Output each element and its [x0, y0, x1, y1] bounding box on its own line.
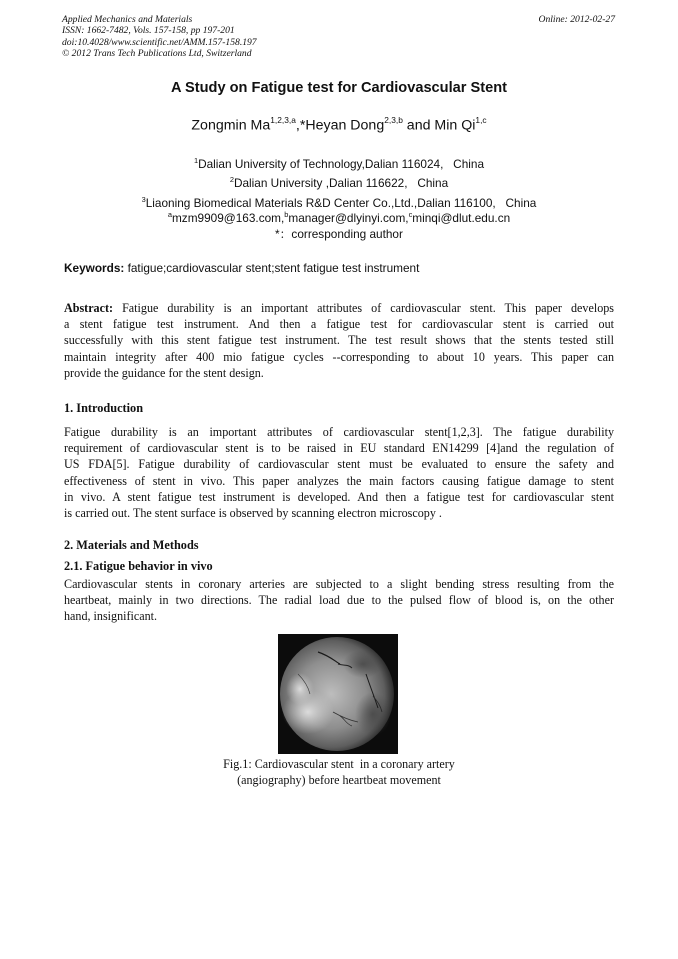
copyright-line: © 2012 Trans Tech Publications Ltd, Switzerland — [62, 48, 252, 60]
body-line: Fatigue durability is an important attributes of cardiovascular stent[1,2,3]. The fatigue durability — [64, 425, 614, 439]
subsection-heading-fatigue: 2.1. Fatigue behavior in vivo — [64, 559, 213, 573]
keywords-label: Keywords: — [64, 261, 125, 275]
affiliation-text: Dalian University ,Dalian 116622, China — [233, 176, 449, 191]
body-line: heartbeat, mainly in two directions. The radial load due to the pulsed flow of blood is, on the other — [64, 593, 614, 608]
abstract-label: Abstract: — [64, 301, 114, 315]
online-date: Online: 2012-02-27 — [538, 14, 615, 25]
paper-title: A Study on Fatigue test for Cardiovascular Stent — [171, 80, 507, 96]
section-heading-introduction: 1. Introduction — [64, 401, 144, 415]
affiliation-text: Dalian University of Technology,Dalian 116024, China — [198, 156, 485, 171]
affiliation-superscript: 3 — [141, 194, 146, 204]
email-superscript: c — [408, 210, 413, 219]
abstract-line: a stent fatigue test instrument. And then a fatigue test for cardiovascular stent is carried out — [64, 317, 614, 332]
corresponding-author-note: *：corresponding author — [275, 227, 403, 242]
author-separator: ,* — [295, 117, 306, 134]
email-superscript: b — [284, 210, 289, 219]
email-address: manager@dlyinyi.com, — [288, 210, 409, 225]
author-superscript: 2,3,b — [384, 115, 403, 125]
journal-name: Applied Mechanics and Materials — [62, 14, 193, 25]
issn-line: ISSN: 1662-7482, Vols. 157-158, pp 197-201 — [62, 25, 235, 37]
author-superscript: 1,2,3,a — [270, 115, 296, 125]
body-line: in vivo. A stent fatigue test instrument is developed. And then a fatigue test for cardiovascular stent — [64, 489, 614, 504]
body-line: US FDA[5]. Fatigue durability of cardiovascular stent must be evaluated to ensure the safety and — [64, 457, 614, 472]
abstract-text: Fatigue durability is an important attributes of cardiovascular stent. This paper develops — [113, 301, 614, 315]
body-line: requirement of cardiovascular stent is to be raised in EU standard EN14299 [4]and the regulation of — [64, 441, 614, 456]
section-heading-methods: 2. Materials and Methods — [64, 538, 199, 552]
abstract-line: provide the guidance for the stent design. — [64, 365, 264, 380]
contact-block — [0, 207, 678, 243]
running-header — [62, 14, 257, 60]
author-superscript: 1,c — [475, 115, 487, 125]
fatigue-behavior-body — [64, 576, 614, 625]
author-separator: and — [402, 117, 435, 134]
body-line: is carried out. The stent surface is observed by scanning electron microscopy . — [64, 506, 442, 521]
email-address: mzm9909@163.com, — [171, 210, 285, 225]
caption-line: Fig.1: Cardiovascular stent in a coronary artery — [223, 757, 455, 771]
keywords-text: fatigue;cardiovascular stent;stent fatigue test instrument — [124, 261, 420, 275]
angiography-figure — [278, 634, 398, 754]
affiliation-text: Liaoning Biomedical Materials R&D Center Co.,Ltd.,Dalian 116100, China — [145, 195, 537, 210]
body-line: hand, insignificant. — [64, 609, 158, 624]
author-name: Zongmin Ma — [191, 117, 271, 134]
affiliation-line — [0, 172, 678, 191]
doi-line: doi:10.4028/www.scientific.net/AMM.157-158.197 — [62, 36, 257, 48]
email-line — [0, 207, 678, 226]
caption-line: (angiography) before heartbeat movement — [237, 773, 441, 788]
abstract-line — [64, 300, 614, 316]
author-name: Min Qi — [434, 117, 476, 134]
angiography-image — [278, 634, 398, 754]
abstract-line: maintain integrity after 400 mio fatigue cycles --corresponding to about 10 years. This paper can — [64, 349, 614, 364]
body-line: Cardiovascular stents in coronary arteries are subjected to a slight bending stress resulting from the — [64, 577, 614, 591]
abstract — [64, 300, 614, 381]
figure-caption — [0, 756, 678, 788]
body-line: effectiveness of stent in vivo. This paper analyzes the main factors causing fatigue damage to stent — [64, 473, 614, 488]
keywords — [64, 261, 419, 275]
affiliation-superscript: 2 — [229, 175, 234, 185]
affiliation-line — [0, 153, 678, 172]
abstract-line: successfully with this stent fatigue test instrument. The test result shows that the stents tested still — [64, 333, 614, 348]
affiliation-superscript: 1 — [193, 156, 199, 165]
email-address: minqi@dlut.edu.cn — [412, 210, 511, 225]
introduction-body — [64, 424, 614, 521]
email-superscript: a — [167, 210, 172, 219]
author-list — [0, 116, 678, 134]
author-name: Heyan Dong — [305, 117, 385, 134]
affiliations — [0, 153, 678, 211]
